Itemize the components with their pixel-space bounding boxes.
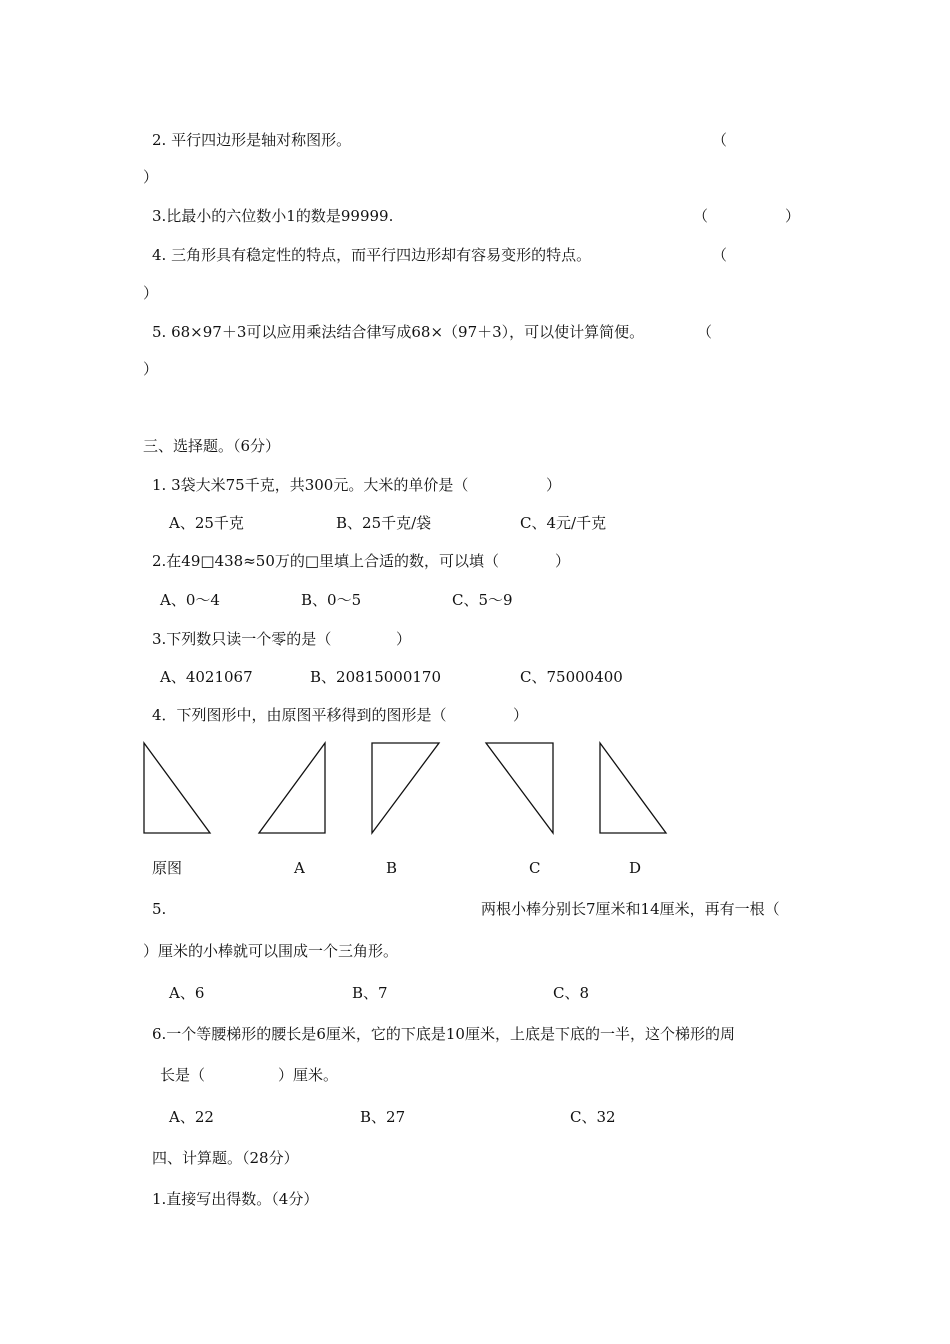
figure-label-b: B xyxy=(386,859,398,877)
s3-q3-close-paren: ） xyxy=(396,630,412,648)
s3-q2-stem: 2.在49□438≈50万的□里填上合适的数，可以填（ xyxy=(152,552,500,570)
s3-q1-option-c: C、4元/千克 xyxy=(520,514,607,532)
s3-q6-option-a: A、22 xyxy=(169,1108,214,1126)
s3-q5-continuation: ）厘米的小棒就可以围成一个三角形。 xyxy=(143,942,399,960)
s3-q6-cont-end: ）厘米。 xyxy=(278,1066,339,1084)
s4-q1: 1.直接写出得数。（4分） xyxy=(152,1190,319,1208)
judgment-q2-text: 2. 平行四边形是轴对称图形。 xyxy=(152,131,352,149)
figure-label-c: C xyxy=(529,859,541,877)
s3-q2-option-b: B、0～5 xyxy=(301,591,362,609)
judgment-q4-text: 4. 三角形具有稳定性的特点，而平行四边形却有容易变形的特点。 xyxy=(152,246,592,264)
judgment-q5-close-paren: ） xyxy=(143,360,159,378)
section4-title: 四、计算题。（28分） xyxy=(152,1149,299,1167)
figure-label-original: 原图 xyxy=(152,859,183,877)
s3-q2-option-a: A、0～4 xyxy=(160,591,220,609)
s3-q3-option-c: C、75000400 xyxy=(520,668,623,686)
s3-q3-option-b: B、20815000170 xyxy=(310,668,442,686)
triangle-option-c xyxy=(486,743,553,833)
judgment-q2-close-paren: ） xyxy=(143,168,159,186)
judgment-q4-close-paren: ） xyxy=(143,284,159,302)
s3-q5-number: 5. xyxy=(152,900,167,918)
s3-q6-option-c: C、32 xyxy=(570,1108,616,1126)
s3-q5-stem: 两根小棒分别长7厘米和14厘米，再有一根（ xyxy=(481,900,780,918)
judgment-q3-text: 3.比最小的六位数小1的数是99999. xyxy=(152,207,394,225)
s3-q5-option-c: C、8 xyxy=(553,984,590,1002)
s3-q1-option-a: A、25千克 xyxy=(169,514,244,532)
judgment-q3-open-paren: （ xyxy=(693,207,709,225)
judgment-q2-open-paren: （ xyxy=(712,131,728,149)
s3-q3-option-a: A、4021067 xyxy=(160,668,253,686)
s3-q6-cont-start: 长是（ xyxy=(160,1066,206,1084)
s3-q5-option-b: B、7 xyxy=(352,984,388,1002)
s3-q1-close-paren: ） xyxy=(546,476,562,494)
s3-q2-close-paren: ） xyxy=(555,552,571,570)
triangle-option-a xyxy=(259,743,325,833)
triangle-original xyxy=(144,743,210,833)
s3-q6-stem: 6.一个等腰梯形的腰长是6厘米，它的下底是10厘米，上底是下底的一半，这个梯形的周 xyxy=(152,1025,735,1043)
judgment-q5-text: 5. 68×97＋3可以应用乘法结合律写成68×（97＋3），可以使计算简便。 xyxy=(152,323,645,341)
s3-q4-close-paren: ） xyxy=(513,706,529,724)
triangle-option-d xyxy=(600,743,666,833)
judgment-q3-close-paren: ） xyxy=(785,207,801,225)
s3-q5-option-a: A、6 xyxy=(169,984,205,1002)
figure-label-d: D xyxy=(629,859,642,877)
figure-label-a: A xyxy=(294,859,305,877)
s3-q2-option-c: C、5～9 xyxy=(452,591,513,609)
s3-q3-stem: 3.下列数只读一个零的是（ xyxy=(152,630,332,648)
s3-q1-stem: 1. 3袋大米75千克，共300元。大米的单价是（ xyxy=(152,476,469,494)
judgment-q5-open-paren: （ xyxy=(697,323,713,341)
s3-q4-stem: 4．下列图形中，由原图平移得到的图形是（ xyxy=(152,706,447,724)
judgment-q4-open-paren: （ xyxy=(712,246,728,264)
s3-q1-option-b: B、25千克/袋 xyxy=(336,514,432,532)
s3-q6-option-b: B、27 xyxy=(360,1108,406,1126)
section3-title: 三、选择题。（6分） xyxy=(143,437,281,455)
triangle-option-b xyxy=(372,743,439,833)
